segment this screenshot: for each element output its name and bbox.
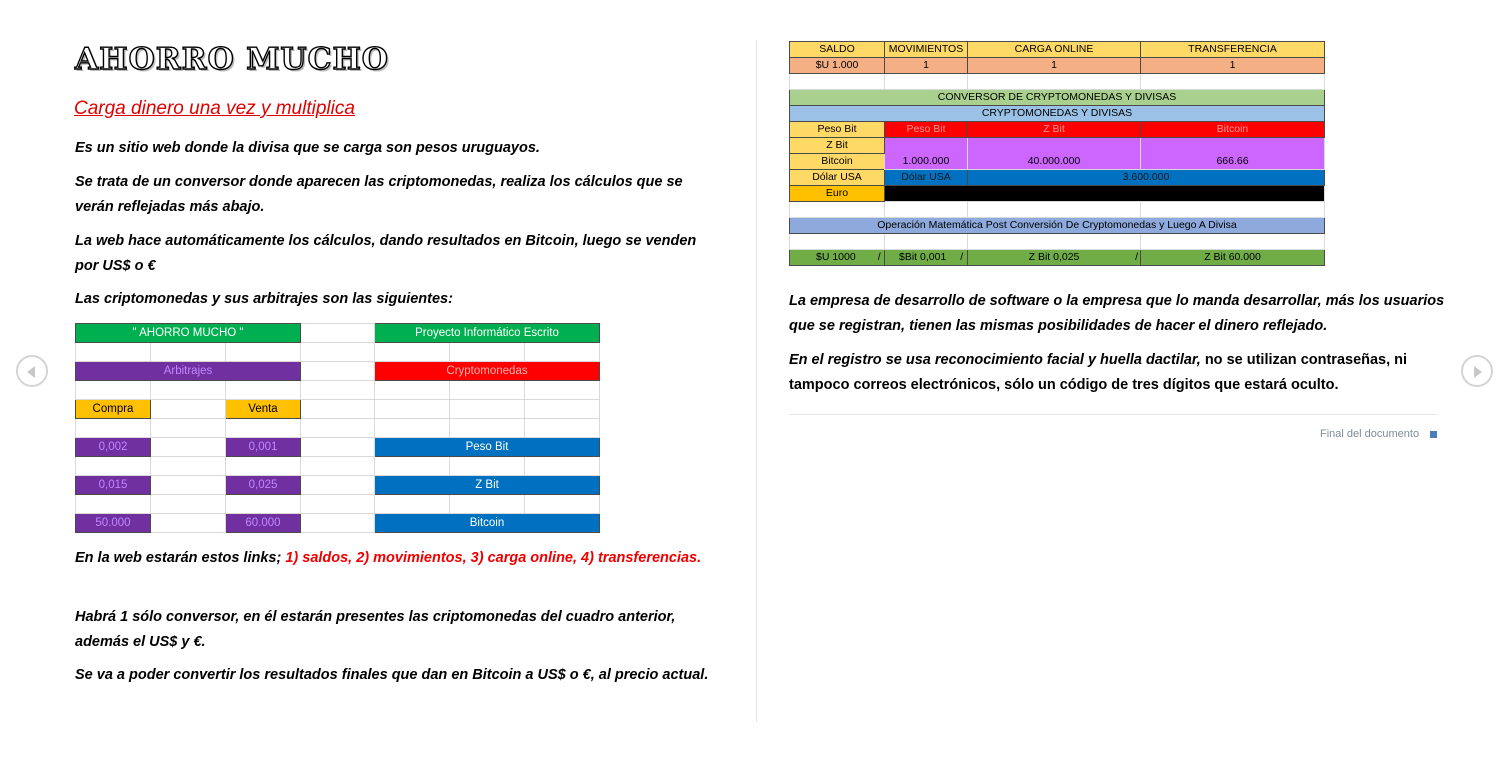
cell-project-label: Proyecto Informático Escrito: [375, 324, 600, 343]
result-peso-bit: $Bit 0,001: [899, 251, 947, 263]
header-carga-online: CARGA ONLINE: [968, 42, 1141, 58]
result-row: [790, 250, 1325, 266]
paragraph-calculations: La web hace automáticamente los cálculos, dando resultados en Bitcoin, luego se venden por US$ o €: [75, 233, 697, 274]
cell-euro-value: [885, 186, 1325, 202]
col-head-peso-bit: Peso Bit: [885, 122, 968, 138]
value-transferencia: 1: [1141, 58, 1325, 74]
cell-bitcoin-bitcoin: 666.66: [1141, 138, 1325, 170]
cell-venta: 60.000: [226, 514, 301, 533]
paragraph-links: [75, 546, 715, 571]
result-separator: /: [960, 251, 964, 263]
cell-bitcoin-z-bit: 40.000.000: [968, 138, 1141, 170]
arbitrage-sheet: [75, 323, 600, 533]
row-head-z-bit: Z Bit: [790, 138, 885, 154]
cell-venta: 0,025: [226, 476, 301, 495]
row-head-peso-bit: Peso Bit: [790, 122, 885, 138]
header-movimientos: MOVIMIENTOS: [885, 42, 968, 58]
table-row: [76, 514, 600, 533]
paragraph-final-conversion: Se va a poder convertir los resultados finales que dan en Bitcoin a US$ o €, al precio actual.: [75, 667, 709, 683]
links-list: 1) saldos, 2) movimientos, 3) carga online, 4) transferencias.: [285, 550, 702, 566]
converter-sheet: [789, 41, 1325, 266]
result-separator: /: [877, 251, 881, 263]
paragraph-company: La empresa de desarrollo de software o la empresa que lo manda desarrollar, más los usuarios que se registran, tienen las mismas posibilidades de hacer el dinero reflejado.: [789, 293, 1445, 334]
row-head-euro: Euro: [790, 186, 885, 202]
paragraph-registration: [789, 348, 1449, 398]
next-page-button[interactable]: [1461, 355, 1493, 387]
cell-compra: 50.000: [76, 514, 151, 533]
table-row: [76, 438, 600, 457]
table-row: [76, 476, 600, 495]
paragraph-crypto-list: Las criptomonedas y sus arbitrajes son las siguientes:: [75, 291, 453, 307]
cell-arbitrajes: Arbitrajes: [76, 362, 301, 381]
value-saldo: $U 1.000: [790, 58, 885, 74]
column-divider: [756, 40, 757, 722]
paragraph-converter: Se trata de un conversor donde aparecen las criptomonedas, realiza los cálculos que se verán reflejadas más abajo.: [75, 174, 683, 215]
result-z-bit: Z Bit 0,025: [1028, 251, 1080, 263]
converter-title: CONVERSOR DE CRYPTOMONEDAS Y DIVISAS: [790, 90, 1325, 106]
cell-usd-value: 3.600.000: [968, 170, 1325, 186]
col-head-bitcoin: Bitcoin: [1141, 122, 1325, 138]
cell-usd-label: Dólar USA: [885, 170, 968, 186]
header-saldo: SALDO: [790, 42, 885, 58]
cell-coin: Z Bit: [375, 476, 600, 495]
converter-subtitle: CRYPTOMONEDAS Y DIVISAS: [790, 106, 1325, 122]
previous-page-button[interactable]: [16, 355, 48, 387]
result-separator: /: [1135, 251, 1138, 263]
end-separator: [789, 414, 1438, 415]
paragraph-single-converter: Habrá 1 sólo conversor, en él estarán presentes las criptomonedas del cuadro anterior, además el US$ y €.: [75, 609, 676, 650]
cell-bitcoin-peso-bit: 1.000.000: [885, 138, 968, 170]
cell-compra: 0,015: [76, 476, 151, 495]
registration-details: no se utilizan contraseñas, ni tampoco correos electrónicos, sólo un código de tres dígitos que estará oculto.: [789, 352, 1408, 393]
result-pesos: $U 1000: [816, 251, 856, 263]
cell-venta: 0,001: [226, 438, 301, 457]
value-movimientos: 1: [885, 58, 968, 74]
end-of-document-label: Final del documento: [1320, 428, 1420, 440]
chevron-left-icon: [27, 366, 35, 378]
registration-biometrics: En el registro se usa reconocimiento facial y huella dactilar,: [789, 352, 1201, 368]
document-title: AHORRO MUCHO: [75, 42, 389, 77]
paragraph-intro: Es un sitio web donde la divisa que se carga son pesos uruguayos.: [75, 140, 540, 156]
end-marker-icon: [1430, 431, 1437, 438]
cell-coin: Bitcoin: [375, 514, 600, 533]
operation-title: Operación Matemática Post Conversión De Cryptomonedas y Luego A Divisa: [790, 218, 1325, 234]
cell-venta-header: Venta: [226, 400, 301, 419]
cell-compra-header: Compra: [76, 400, 151, 419]
value-carga-online: 1: [968, 58, 1141, 74]
document-subtitle: Carga dinero una vez y multiplica: [74, 98, 355, 119]
chevron-right-icon: [1474, 366, 1482, 378]
row-head-bitcoin: Bitcoin: [790, 154, 885, 170]
links-intro: En la web estarán estos links;: [75, 550, 286, 566]
cell-compra: 0,002: [76, 438, 151, 457]
cell-app-name: " AHORRO MUCHO ": [76, 324, 301, 343]
row-head-usd: Dólar USA: [790, 170, 885, 186]
cell-cryptomonedas: Cryptomonedas: [375, 362, 600, 381]
col-head-z-bit: Z Bit: [968, 122, 1141, 138]
cell-coin: Peso Bit: [375, 438, 600, 457]
header-transferencia: TRANSFERENCIA: [1141, 42, 1325, 58]
result-z-bit-total: Z Bit 60.000: [1141, 250, 1325, 266]
